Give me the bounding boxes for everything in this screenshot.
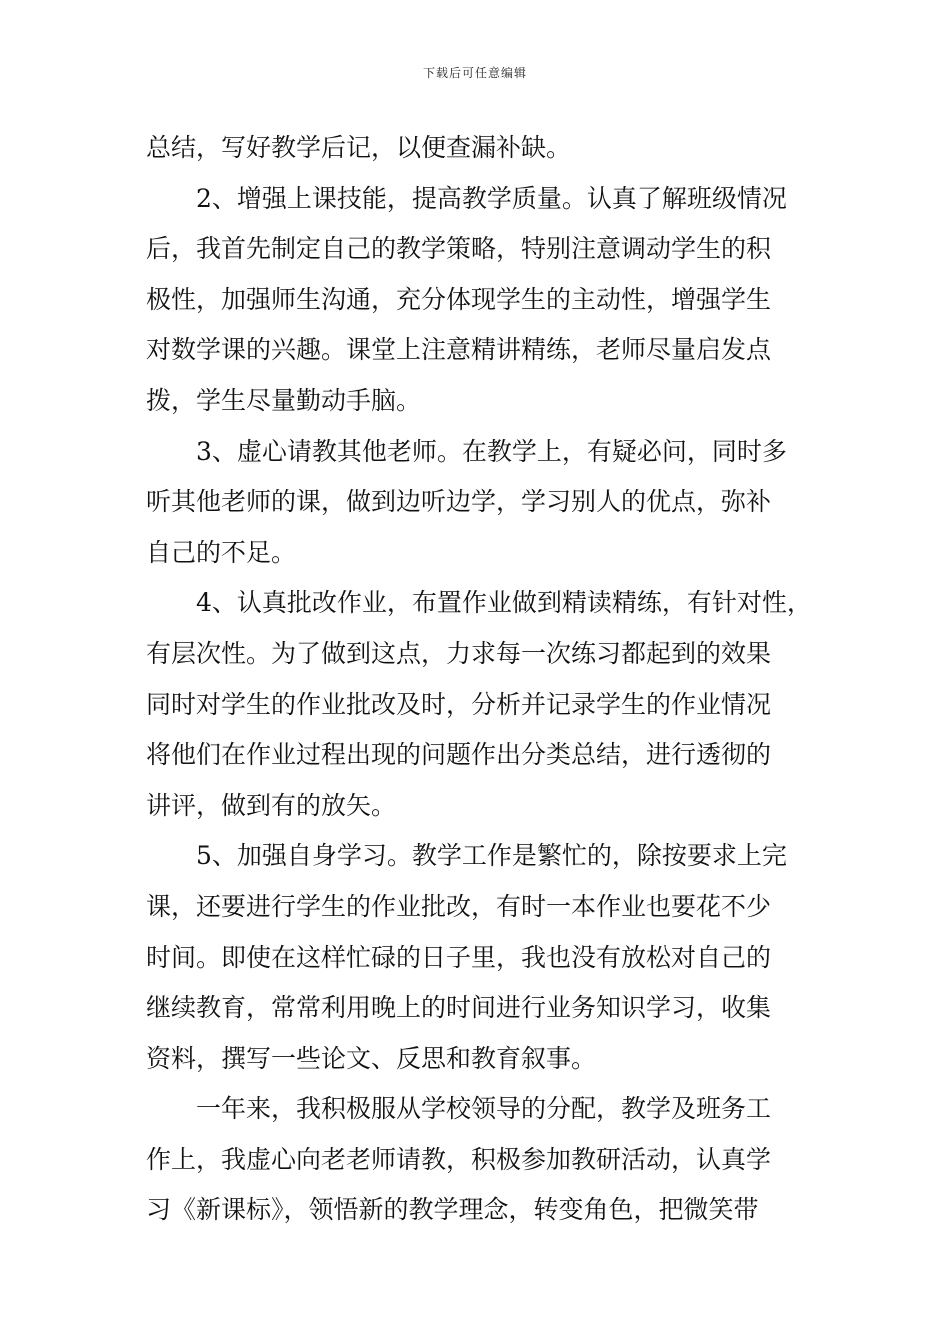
text-line: 讲评，做到有的放矢。: [146, 790, 397, 820]
paragraph-6-start: 一年来，我积极服从学校领导的分配，教学及班务工: [196, 1094, 772, 1124]
text-line: 拨，学生尽量勤动手脑。: [146, 385, 422, 415]
page-header: 下载后可任意编辑: [422, 66, 527, 80]
text-line: 习《新课标》，领悟新的教学理念，转变角色，把微笑带: [146, 1195, 759, 1225]
text-line: 后，我首先制定自己的教学策略，特别注意调动学生的积: [146, 234, 772, 264]
text-line: 资料，撰写一些论文、反思和教育叙事。: [146, 1043, 597, 1073]
text-line: 听其他老师的课，做到边听边学，学习别人的优点，弥补: [146, 487, 772, 517]
paragraph-2-start: 2、增强上课技能，提高教学质量。认真了解班级情况: [196, 183, 787, 213]
text-line: 同时对学生的作业批改及时，分析并记录学生的作业情况: [146, 689, 772, 719]
document-body: [146, 123, 816, 1236]
text-line: 对数学课的兴趣。课堂上注意精讲精练，老师尽量启发点: [146, 335, 772, 365]
text-line: 课，还要进行学生的作业批改，有时一本作业也要花不少: [146, 891, 772, 921]
text-line: 将他们在作业过程出现的问题作出分类总结，进行透彻的: [146, 740, 772, 770]
text-line: 作上，我虚心向老老师请教，积极参加教研活动，认真学: [146, 1144, 772, 1174]
text-line: 极性，加强师生沟通，充分体现学生的主动性，增强学生: [146, 284, 772, 314]
text-line: 总结，写好教学后记，以便查漏补缺。: [146, 133, 572, 162]
text-line: 自己的不足。: [146, 537, 297, 567]
paragraph-4-start: 4、认真批改作业，布置作业做到精读精练，有针对性，: [196, 588, 812, 618]
text-line: 有层次性。为了做到这点，力求每一次练习都起到的效果: [146, 638, 772, 668]
paragraph-5-start: 5、加强自身学习。教学工作是繁忙的，除按要求上完: [196, 841, 787, 871]
paragraph-3-start: 3、虚心请教其他老师。在教学上，有疑必问，同时多: [196, 436, 787, 466]
text-line: 继续教育，常常利用晚上的时间进行业务知识学习，收集: [146, 993, 772, 1023]
text-line: 时间。即使在这样忙碌的日子里，我也没有放松对自己的: [146, 942, 772, 972]
